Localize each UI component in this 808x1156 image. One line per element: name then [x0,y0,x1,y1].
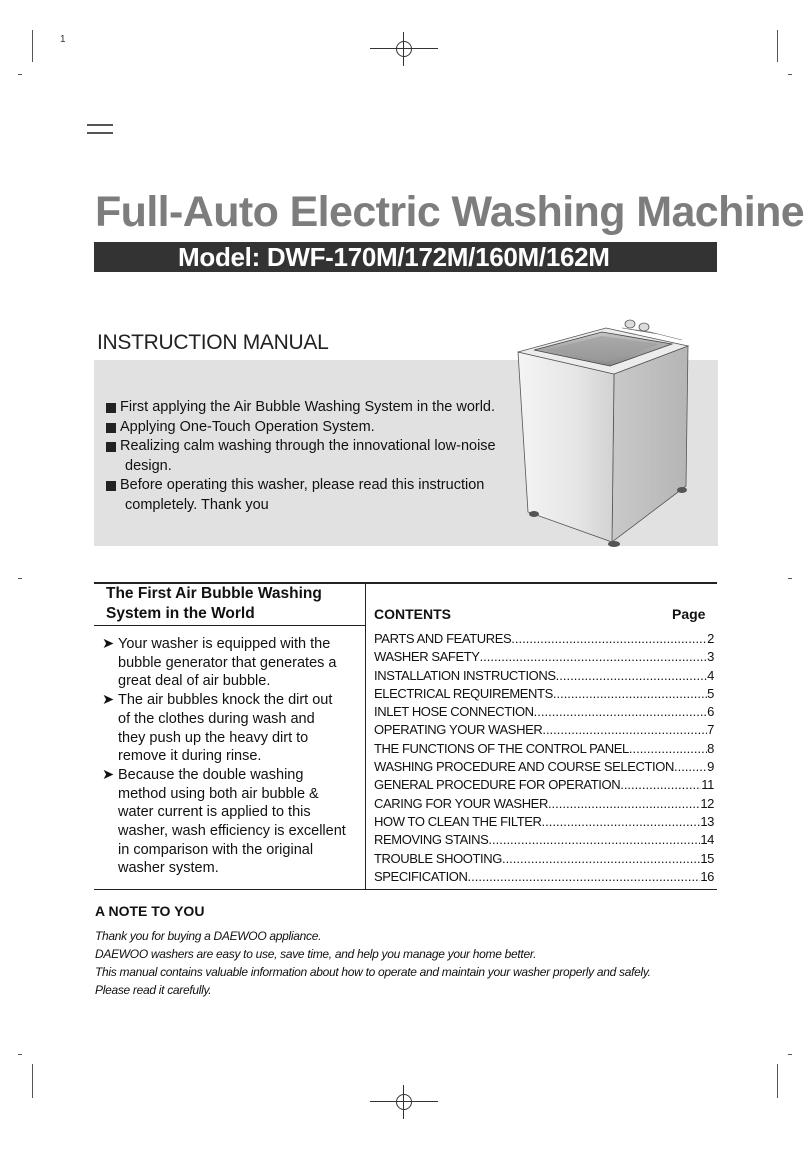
toc-entry[interactable]: TROUBLE SHOOTING ..... 15 [374,850,714,868]
registration-mark-top [370,32,438,66]
note-title: A NOTE TO YOU [95,903,205,919]
feature-item: Realizing calm washing through the innovational low-noise design. [106,437,506,476]
bubble-description [102,635,364,878]
toc-entry[interactable]: GENERAL PROCEDURE FOR OPERATION ..... 11 [374,776,714,794]
toc-entry[interactable]: INSTALLATION INSTRUCTIONS ..... 4 [374,667,714,685]
section-rule [94,889,717,890]
model-banner [94,242,717,272]
square-bullet-icon [106,442,116,452]
square-bullet-icon [106,403,116,413]
toc-entry[interactable]: WASHING PROCEDURE AND COURSE SELECTION ..... 9 [374,758,714,776]
toc-entry[interactable]: SPECIFICATION ..... 16 [374,868,714,886]
manual-label: INSTRUCTION MANUAL [97,331,329,354]
bubble-paragraph: ➤ Because the double washing method using both air bubble & water current is applied to this washer, wash efficiency is excellent in comparison with the original washer system. [102,766,346,877]
toc-entry[interactable]: REMOVING STAINS ..... 14 [374,831,714,849]
table-of-contents [374,630,714,886]
toc-entry[interactable]: ELECTRICAL REQUIREMENTS ..... 5 [374,685,714,703]
toc-entry[interactable]: HOW TO CLEAN THE FILTER ..... 13 [374,813,714,831]
arrow-bullet-icon: ➤ [102,636,115,652]
crop-mark [777,1064,778,1098]
toc-entry[interactable]: CARING FOR YOUR WASHER ..... 12 [374,795,714,813]
toc-entry[interactable]: PARTS AND FEATURES ..... 2 [374,630,714,648]
feature-item: Applying One-Touch Operation System. [106,418,506,438]
note-body: Thank you for buying a DAEWOO appliance. DAEWOO washers are easy to use, save time, and help you manage your home better. This manual contains valuable information about how to operate and maintain your washer properly and safely. Please read it carefully. [95,929,651,997]
washing-machine-illustration [510,316,692,550]
crop-mark [788,1054,792,1055]
toc-entry[interactable]: OPERATING YOUR WASHER ..... 7 [374,721,714,739]
crop-mark [18,74,22,75]
feature-item: Before operating this washer, please read this instruction completely. Thank you [106,476,506,515]
section-marker [87,124,113,140]
crop-mark [788,74,792,75]
page-number: 1 [60,34,66,45]
page-title: Full-Auto Electric Washing Machine [95,188,805,236]
crop-mark [18,1054,22,1055]
toc-entry[interactable]: WASHER SAFETY ..... 3 [374,648,714,666]
feature-list [106,398,506,515]
bubble-paragraph: ➤ Your washer is equipped with the bubble generator that generates a great deal of air bubble. [102,636,337,690]
crop-mark [18,578,22,579]
toc-entry[interactable]: INLET HOSE CONNECTION ..... 6 [374,703,714,721]
bubble-section-title: The First Air Bubble Washing System in the World [106,585,322,622]
column-divider [365,584,366,889]
bubble-paragraph: ➤ The air bubbles knock the dirt out of the clothes during wash and they push up the heavy dirt to remove it during rinse. [102,692,333,765]
section-rule [94,625,366,626]
crop-mark [32,1064,33,1098]
registration-mark-bottom [370,1085,438,1119]
square-bullet-icon [106,481,116,491]
feature-item: First applying the Air Bubble Washing System in the world. [106,398,506,418]
square-bullet-icon [106,423,116,433]
arrow-bullet-icon: ➤ [102,692,115,709]
arrow-bullet-icon: ➤ [102,766,115,783]
page-column-heading: Page [672,606,706,622]
crop-mark [788,578,792,579]
crop-mark [32,30,33,62]
crop-mark [777,30,778,62]
contents-heading: CONTENTS [374,606,451,622]
toc-entry[interactable]: THE FUNCTIONS OF THE CONTROL PANEL ..... 8 [374,740,714,758]
model-text: Model: DWF-170M/172M/160M/162M [178,242,610,272]
